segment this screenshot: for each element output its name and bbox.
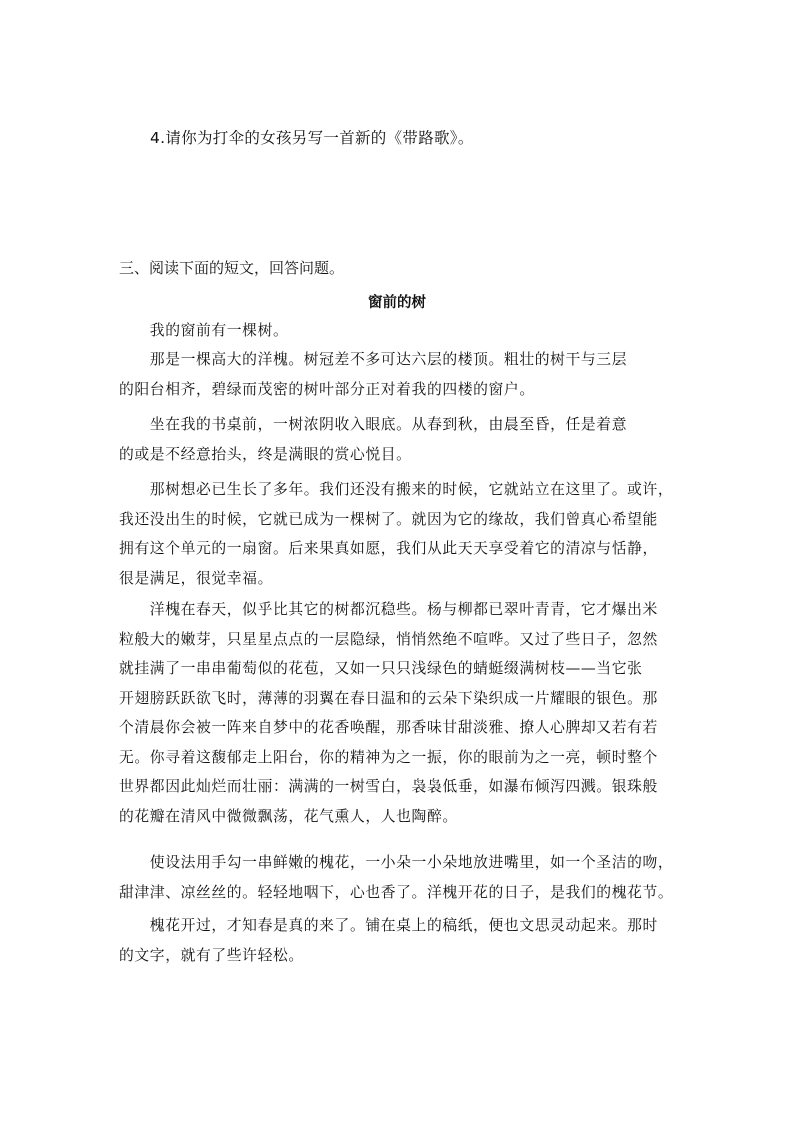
paragraph-line: 粒般大的嫩芽，只星星点点的一层隐绿，悄悄然绝不喧哗。又过了些日子，忽然 [119,630,658,648]
paragraph-line: 甜津津、凉丝丝的。轻轻地咽下，心也香了。洋槐开花的日子，是我们的槐花节。 [119,883,674,901]
paragraph-line: 很是满足，很觉幸福。 [119,569,273,587]
paragraph-3 [119,410,679,469]
paragraph-4 [119,475,679,593]
section-heading: 三、阅读下面的短文，回答问题。 [119,259,345,277]
paragraph-1 [119,316,679,346]
paragraph-line: 拥有这个单元的一扇窗。后来果真如愿，我们从此天天享受着它的清凉与恬静， [119,540,658,557]
paragraph-line: 槐花开过，才知春是真的来了。铺在桌上的稿纸，便也文思灵动起来。那时 [119,917,658,934]
paragraph-line: 那树想必已生长了多年。我们还没有搬来的时候，它就站立在这里了。或许， [119,481,674,498]
paragraph-line: 坐在我的书桌前，一树浓阴收入眼底。从春到秋，由晨至昏，任是着意 [119,416,628,433]
paragraph-5 [119,595,679,831]
paragraph-line: 那是一棵高大的洋槐。树冠差不多可达六层的楼顶。粗壮的树干与三层 [119,351,628,368]
paragraph-6 [119,848,679,907]
paragraph-2 [119,345,679,404]
paragraph-line: 的阳台相齐，碧绿而茂密的树叶部分正对着我的四楼的窗户。 [119,380,535,398]
paragraph-line: 我的窗前有一棵树。 [119,322,289,339]
paragraph-line: 使设法用手勾一串鲜嫩的槐花，一小朵一小朵地放进嘴里，如一个圣洁的吻， [119,854,674,871]
paragraph-line: 的花瓣在清风中微微飘荡，花气熏人，人也陶醉。 [119,807,458,825]
passage-title: 窗前的树 [368,295,426,311]
paragraph-line: 的或是不经意抬头，终是满眼的赏心悦目。 [119,445,412,463]
paragraph-line: 我还没出生的时候，它就已成为一棵树了。就因为它的缘故，我们曾真心希望能 [119,510,658,528]
paragraph-7 [119,911,679,970]
paragraph-line: 个清晨你会被一阵来自梦中的花香唤醒，那香味甘甜淡雅、撩人心脾却又若有若 [119,719,658,736]
paragraph-line: 洋槐在春天，似乎比其它的树都沉稳些。杨与柳都已翠叶青青，它才爆出米 [119,601,658,618]
paragraph-line: 的文字，就有了些许轻松。 [119,946,304,964]
paragraph-line: 开翅膀跃跃欲飞时，薄薄的羽翼在春日温和的云朵下染织成一片耀眼的银色。那 [119,689,658,707]
paragraph-line: 世界都因此灿烂而壮丽：满满的一树雪白，袅袅低垂，如瀑布倾泻四溅。银珠般 [119,778,658,795]
paragraph-line: 就挂满了一串串葡萄似的花苞，又如一只只浅绿色的蜻蜓缀满树枝——当它张 [119,660,643,677]
question-4: 4.请你为打伞的女孩另写一首新的《带路歌》。 [150,129,474,147]
paragraph-line: 无。你寻着这馥郁走上阳台，你的精神为之一振，你的眼前为之一亮，顿时整个 [119,748,658,766]
